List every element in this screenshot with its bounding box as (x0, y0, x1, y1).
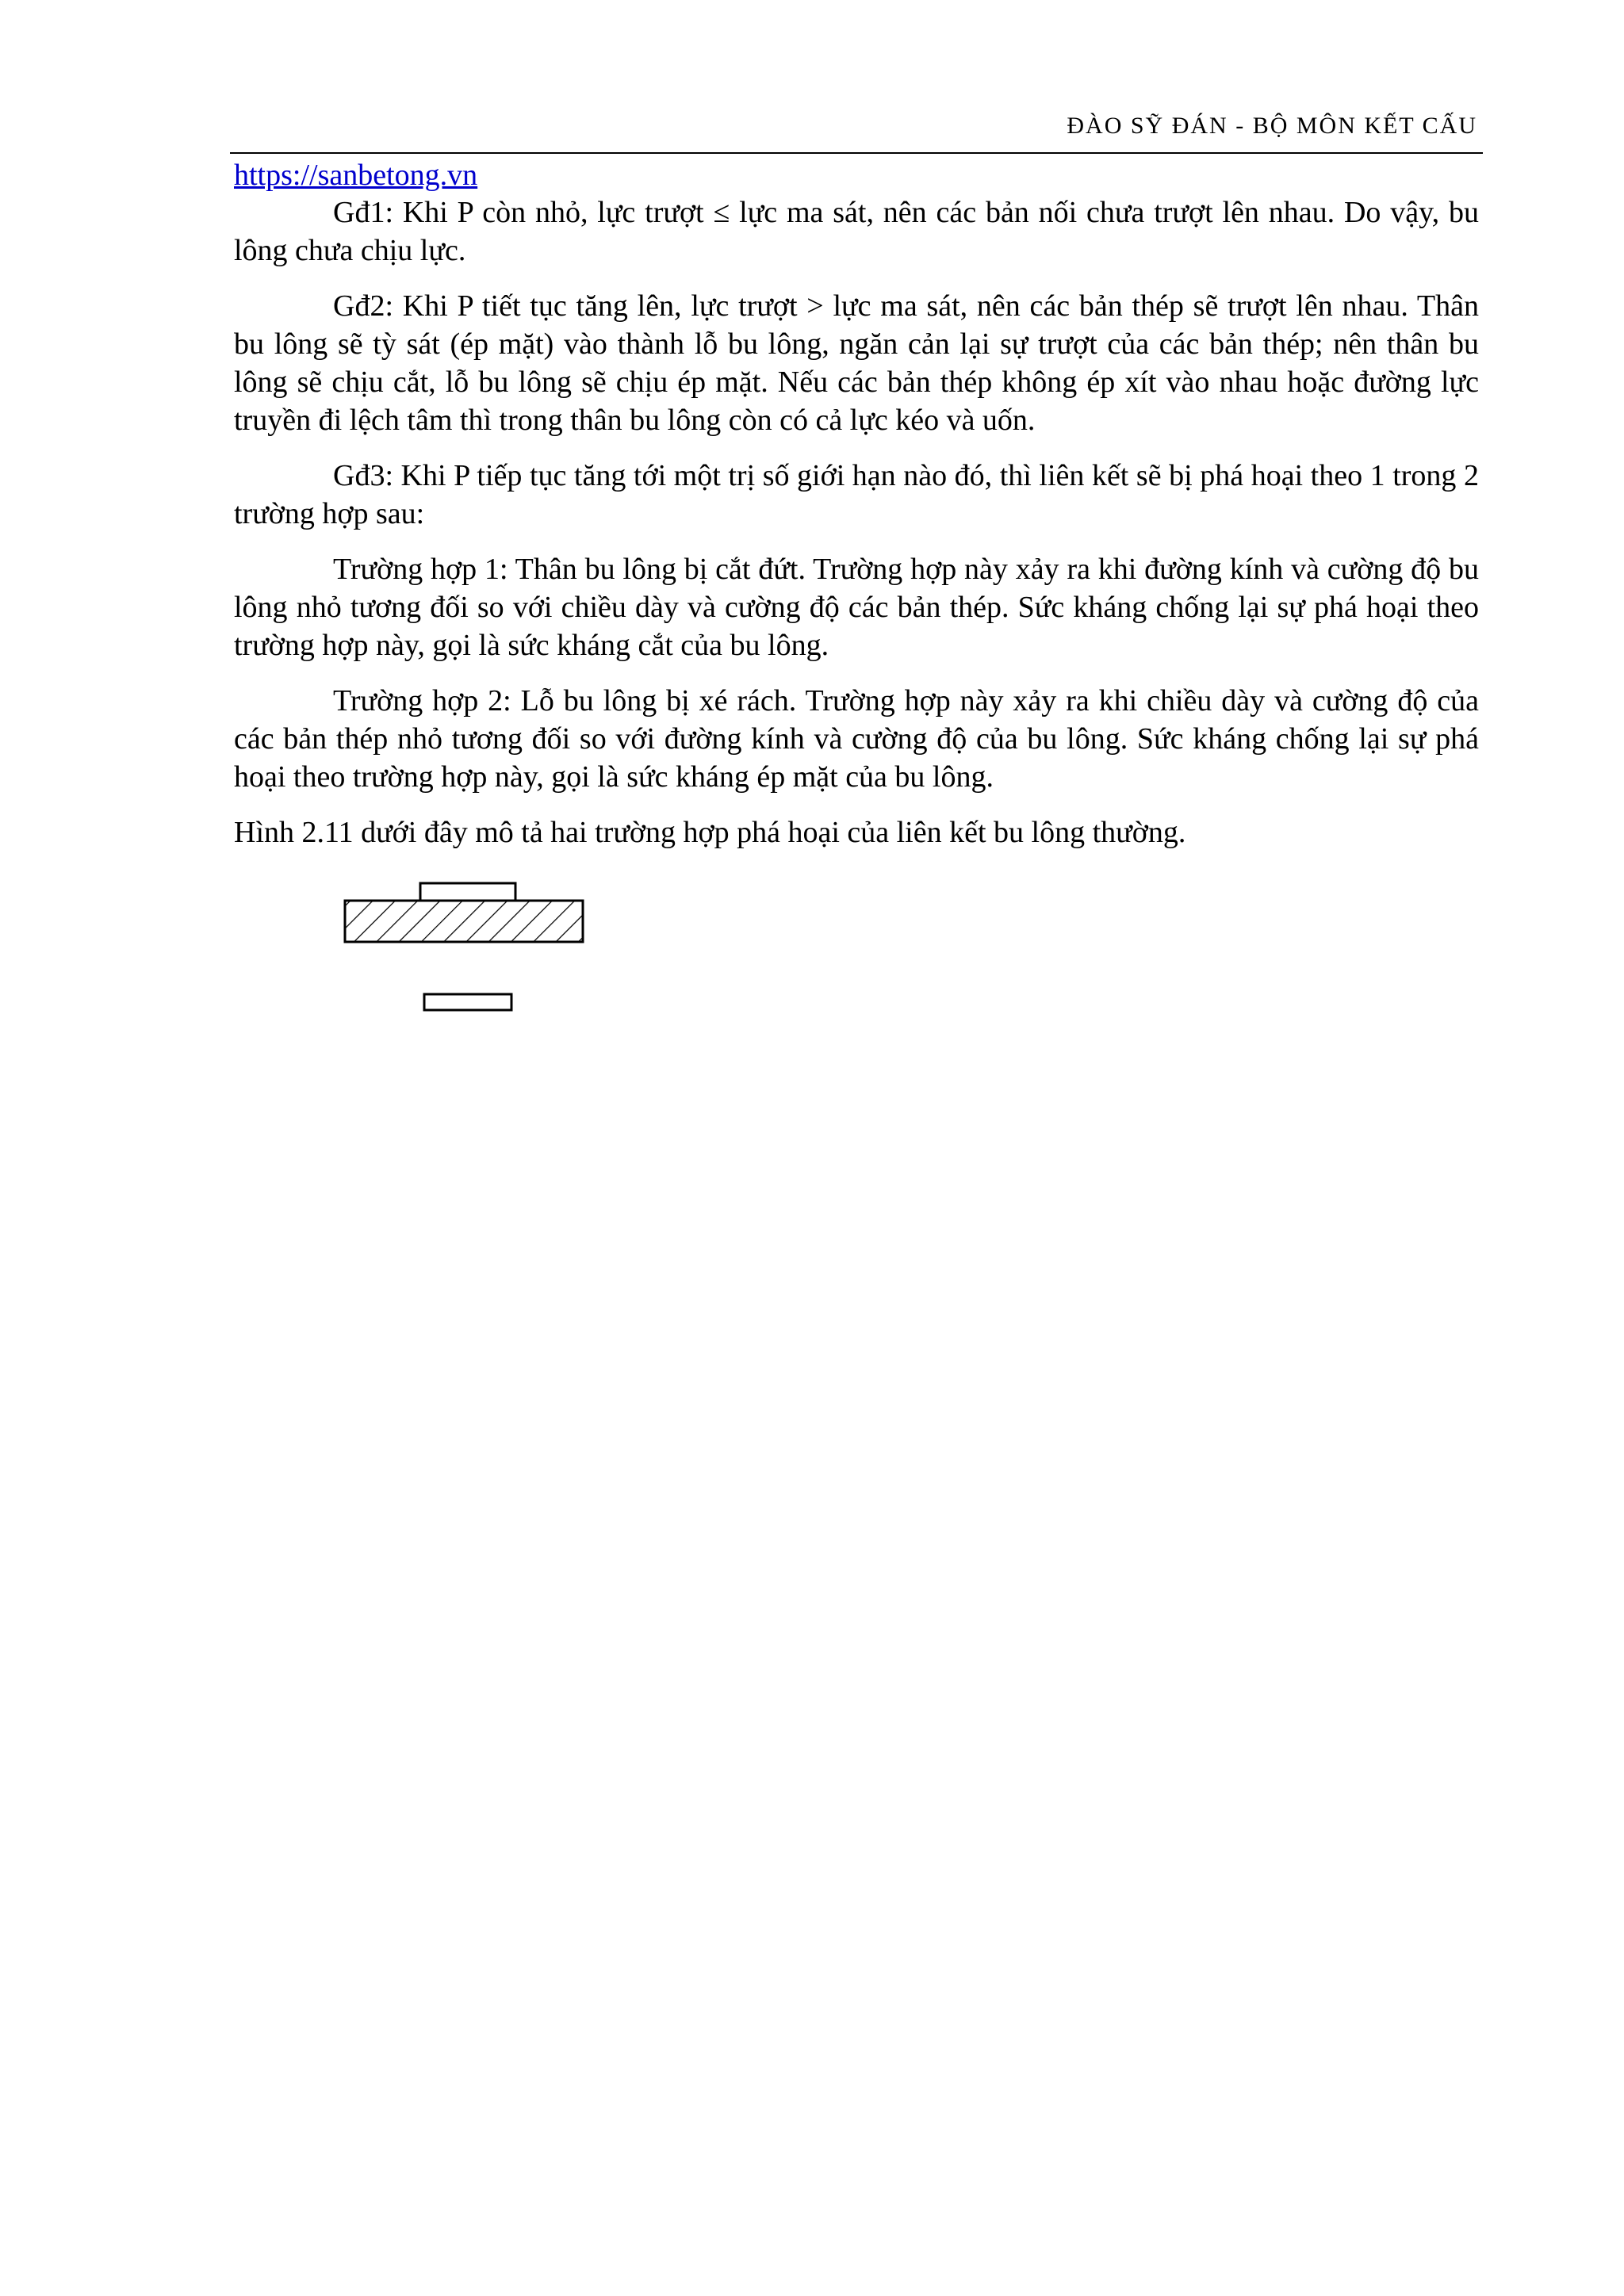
diagram-stage-1 (345, 883, 583, 1010)
page-header-title: ĐÀO SỸ ĐÁN - BỘ MÔN KẾT CẤU (1067, 113, 1477, 139)
paragraph-case-2: Trường hợp 2: Lỗ bu lông bị xé rách. Trường hợp này xảy ra khi chiều dày và cường độ của các bản thép nhỏ tương đối so với đường kính và cường độ của bu lông. Sức kháng chống lại sự phá hoại theo trường hợp này, gọi là sức kháng ép mặt của bu lông. (234, 684, 1479, 794)
paragraph-stage-3: Gđ3: Khi P tiếp tục tăng tới một trị số giới hạn nào đó, thì liên kết sẽ bị phá hoại theo 1 trong 2 trường hợp sau: (234, 459, 1479, 530)
figure-drawing (234, 859, 1479, 1367)
header-website-link[interactable]: https://sanbetong.vn (234, 159, 478, 192)
paragraph-stage-1: Gđ1: Khi P còn nhỏ, lực trượt ≤ lực ma sát, nên các bản nối chưa trượt lên nhau. Do vậy, bu lông chưa chịu lực. (234, 196, 1479, 267)
figure-bolt-failure-cases (234, 859, 1479, 1367)
header-divider (230, 152, 1483, 154)
figure-intro-text: Hình 2.11 dưới đây mô tả hai trường hợp phá hoại của liên kết bu lông thường. (234, 816, 1186, 849)
page-content (234, 193, 1479, 1376)
paragraph-case-1: Trường hợp 1: Thân bu lông bị cắt đứt. Trường hợp này xảy ra khi đường kính và cường độ bu lông nhỏ tương đối so với chiều dày và cường độ các bản thép. Sức kháng chống lại sự phá hoại theo trường hợp này, gọi là sức kháng cắt của bu lông. (234, 553, 1479, 662)
paragraph-stage-2: Gđ2: Khi P tiết tục tăng lên, lực trượt > lực ma sát, nên các bản thép sẽ trượt lên nhau. Thân bu lông sẽ tỳ sát (ép mặt) vào thành lỗ bu lông, ngăn cản lại sự trượt của các bản thép; nên thân bu lông sẽ chịu cắt, lỗ bu lông sẽ chịu ép mặt. Nếu các bản thép không ép xít vào nhau hoặc đường lực truyền đi lệch tâm thì trong thân bu lông còn có cả lực kéo và uốn. (234, 289, 1479, 437)
